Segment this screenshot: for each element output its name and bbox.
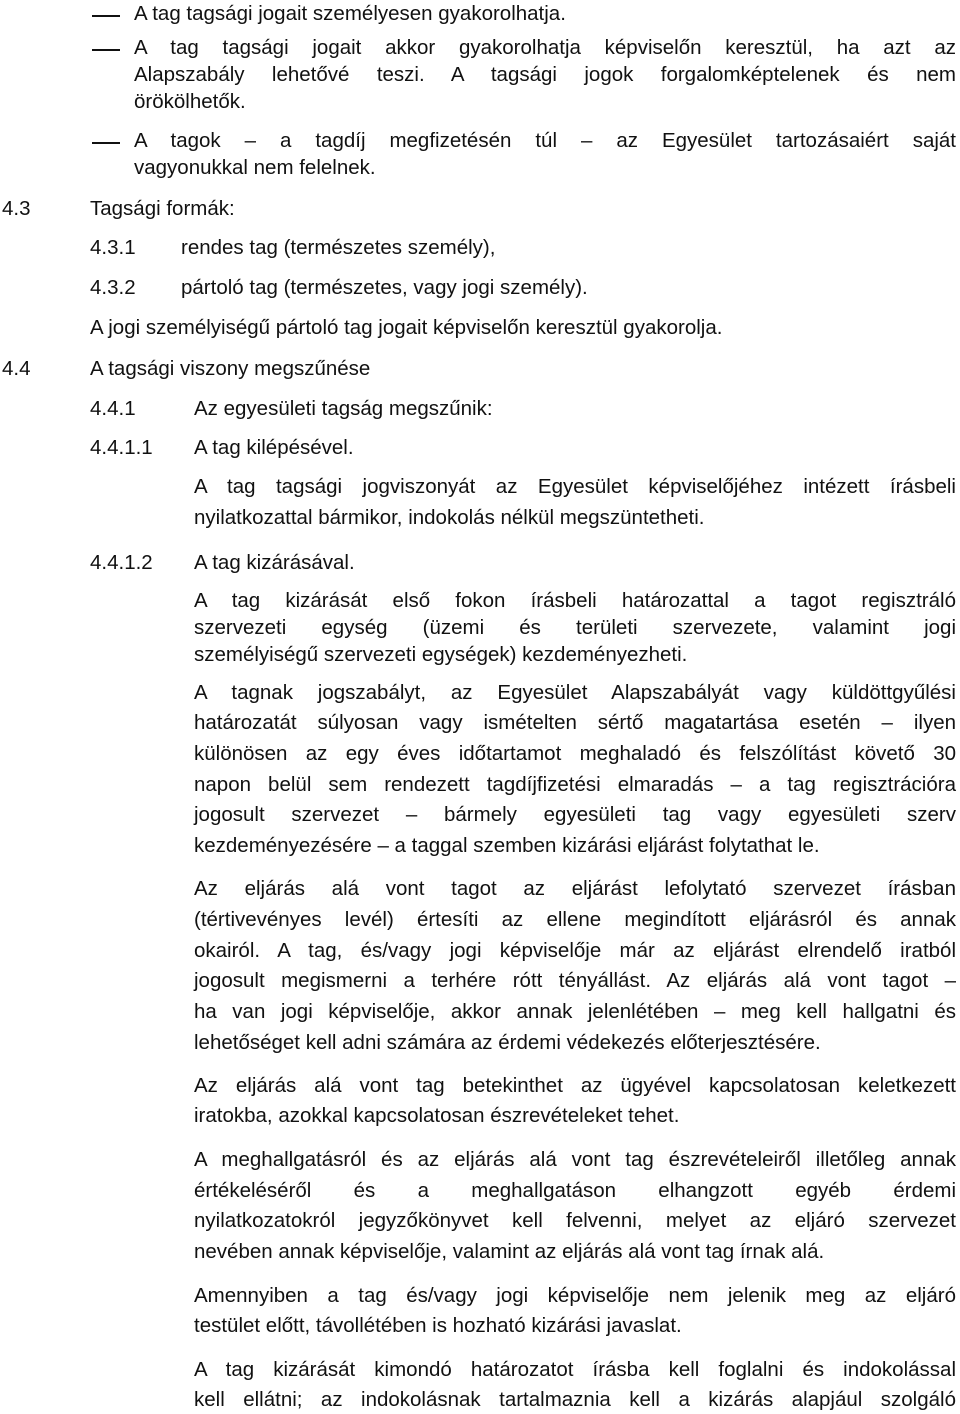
paragraph-line: személyiségű szervezeti egységek) kezdeményezheti.	[194, 643, 688, 666]
subsection-title: Az egyesületi tagság megszűnik:	[194, 397, 493, 420]
paragraph-line: értékeléséről és a meghallgatáson elhangzott egyéb érdemi	[194, 1179, 956, 1202]
paragraph-line: kell ellátni; az indokolásnak tartalmaznia kell a kizárás alapjául szolgáló	[194, 1388, 956, 1411]
paragraph-line: A tag kizárását kimondó határozatot írásba kell foglalni és indokolással	[194, 1358, 956, 1381]
item-title: A tag kilépésével.	[194, 436, 354, 459]
section-number: 4.4	[2, 357, 31, 380]
item-number: 4.3.2	[90, 276, 136, 299]
paragraph-line: jogosult megismerni a terhére rótt tényállást. Az eljárás alá vont tagot –	[194, 969, 956, 992]
paragraph-line: A tagnak jogszabályt, az Egyesület Alapszabályát vagy küldöttgyűlési	[194, 681, 956, 704]
item-text: rendes tag (természetes személy),	[181, 236, 496, 259]
paragraph-line: Amennyiben a tag és/vagy jogi képviselője nem jelenik meg az eljáró	[194, 1284, 956, 1307]
item-text: pártoló tag (természetes, vagy jogi személy).	[181, 276, 588, 299]
paragraph-line: jogosult szervezet – bármely egyesületi tag vagy egyesületi szerv	[194, 803, 956, 826]
dash-bullet	[92, 142, 120, 144]
paragraph-line: lehetőséget kell adni számára az érdemi védekezés előterjesztésére.	[194, 1031, 821, 1054]
paragraph-line: okairól. A tag, és/vagy jogi képviselője már az eljárást elrendelő iratból	[194, 939, 956, 962]
section-title: A tagsági viszony megszűnése	[90, 357, 371, 380]
dash-bullet	[92, 15, 120, 17]
paragraph-line: testület előtt, távollétében is hozható kizárási javaslat.	[194, 1314, 682, 1337]
paragraph-line: napon belül sem rendezett tagdíjfizetési elmaradás – a tag regisztrációra	[194, 773, 956, 796]
item-number: 4.4.1.1	[90, 436, 153, 459]
paragraph-line: ha van jogi képviselője, akkor annak jelenlétében – meg kell hallgatni és	[194, 1000, 956, 1023]
paragraph-line: A meghallgatásról és az eljárás alá vont tag észrevételeiről illetőleg annak	[194, 1148, 956, 1171]
item-number: 4.4.1.2	[90, 551, 153, 574]
section-note: A jogi személyiségű pártoló tag jogait képviselőn keresztül gyakorolja.	[90, 316, 723, 339]
paragraph-line: Az eljárás alá vont tag betekinthet az ügyével kapcsolatosan keletkezett	[194, 1074, 956, 1097]
paragraph-line: (tértivevényes levél) értesíti az ellene megindított eljárásról és annak	[194, 908, 956, 931]
paragraph-line: Az eljárás alá vont tagot az eljárást lefolytató szervezet írásban	[194, 877, 956, 900]
dash-bullet	[92, 49, 120, 51]
paragraph-line: nyilatkozattal bármikor, indokolás nélkül megszüntetheti.	[194, 506, 705, 529]
paragraph-line: nevében annak képviselője, valamint az eljárás alá vont tag írnak alá.	[194, 1240, 825, 1263]
paragraph-line: kezdeményezésére – a taggal szemben kizárási eljárást folytathat le.	[194, 834, 820, 857]
bullet-line: Alapszabály lehetővé teszi. A tagsági jogok forgalomképtelenek és nem	[134, 63, 956, 86]
paragraph-line: különösen az egy éves időtartamot meghaladó és felszólítást követő 30	[194, 742, 956, 765]
paragraph-line: szervezeti egység (üzemi és területi szervezete, valamint jogi	[194, 616, 956, 639]
bullet-line: A tagok – a tagdíj megfizetésén túl – az Egyesület tartozásaiért saját	[134, 129, 956, 152]
section-title: Tagsági formák:	[90, 197, 235, 220]
bullet-line: A tag tagsági jogait személyesen gyakorolhatja.	[134, 2, 566, 25]
item-title: A tag kizárásával.	[194, 551, 355, 574]
paragraph-line: A tag tagsági jogviszonyát az Egyesület képviselőjéhez intézett írásbeli	[194, 475, 956, 498]
bullet-line: örökölhetők.	[134, 90, 246, 113]
section-number: 4.3	[2, 197, 31, 220]
paragraph-line: iratokba, azokkal kapcsolatosan észrevételeket tehet.	[194, 1104, 680, 1127]
bullet-line: vagyonukkal nem felelnek.	[134, 156, 376, 179]
paragraph-line: határozatát súlyosan vagy ismételten sértő magatartása esetén – ilyen	[194, 711, 956, 734]
subsection-number: 4.4.1	[90, 397, 136, 420]
paragraph-line: A tag kizárását első fokon írásbeli határozattal a tagot regisztráló	[194, 589, 956, 612]
paragraph-line: nyilatkozatokról jegyzőkönyvet kell felvenni, melyet az eljáró szervezet	[194, 1209, 956, 1232]
item-number: 4.3.1	[90, 236, 136, 259]
bullet-line: A tag tagsági jogait akkor gyakorolhatja képviselőn keresztül, ha azt az	[134, 36, 956, 59]
